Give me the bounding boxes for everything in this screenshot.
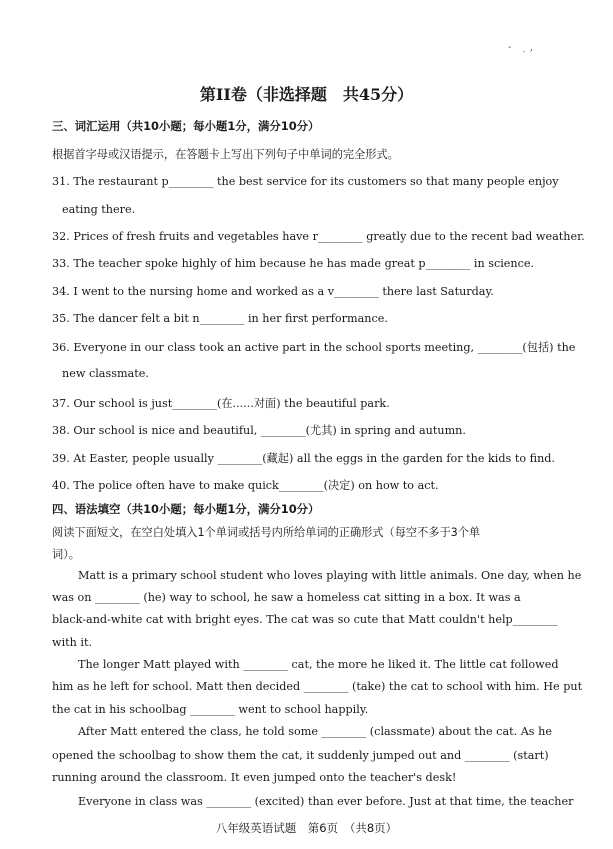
section4-instruction-cont: 词）。: [52, 548, 80, 561]
question-37: 37. Our school is just________(在......对面) the beautiful park.: [52, 397, 390, 410]
passage-line: The longer Matt played with ________ cat, the more he liked it. The little cat followed: [78, 658, 559, 671]
passage-line: the cat in his schoolbag ________ went to school happily.: [52, 703, 369, 716]
question-40: 40. The police often have to make quick________(决定) on how to act.: [52, 479, 439, 492]
section3-heading: 三、词汇运用（共10小题；每小题1分，满分10分）: [52, 119, 320, 133]
section4-instruction: 阅读下面短文，在空白处填入1个单词或括号内所给单词的正确形式（每空不多于3个单: [52, 526, 481, 539]
paper-title: 第II卷（非选择题 共45分）: [199, 85, 414, 104]
question-36: 36. Everyone in our class took an active part in the school sports meeting, ________(包括) the: [52, 341, 576, 354]
section3-instruction: 根据首字母或汉语提示，在答题卡上写出下列句子中单词的完全形式。: [52, 148, 399, 161]
passage-line: Matt is a primary school student who loves playing with little animals. One day, when he: [78, 569, 582, 582]
question-34: 34. I went to the nursing home and worked as a v________ there last Saturday.: [52, 285, 494, 298]
section4-heading: 四、语法填空（共10小题；每小题1分，满分10分）: [52, 502, 320, 516]
passage-line: running around the classroom. It even jumped onto the teacher's desk!: [52, 771, 457, 784]
scan-mark: - ˏ,: [508, 42, 538, 53]
passage-line: black-and-white cat with bright eyes. The cat was so cute that Matt couldn't help________: [52, 613, 558, 626]
passage-line: After Matt entered the class, he told some ________ (classmate) about the cat. As he: [78, 725, 552, 738]
passage-line: Everyone in class was ________ (excited) than ever before. Just at that time, the teacher: [78, 795, 574, 808]
question-36-cont: new classmate.: [62, 367, 149, 380]
page-footer: 八年级英语试题 第6页 （共8页）: [215, 821, 398, 835]
passage-line: opened the schoolbag to show them the cat, it suddenly jumped out and ________ (start): [52, 749, 549, 762]
question-31: 31. The restaurant p________ the best service for its customers so that many people enjoy: [52, 175, 559, 188]
passage-line: with it.: [52, 636, 93, 649]
question-35: 35. The dancer felt a bit n________ in her first performance.: [52, 312, 388, 325]
passage-line: was on ________ (he) way to school, he saw a homeless cat sitting in a box. It was a: [52, 591, 521, 604]
question-31-cont: eating there.: [62, 203, 136, 216]
question-33: 33. The teacher spoke highly of him because he has made great p________ in science.: [52, 257, 535, 270]
question-39: 39. At Easter, people usually ________(藏起) all the eggs in the garden for the kids to find.: [52, 452, 555, 465]
question-38: 38. Our school is nice and beautiful, ________(尤其) in spring and autumn.: [52, 424, 466, 437]
question-32: 32. Prices of fresh fruits and vegetables have r________ greatly due to the recent bad weather.: [52, 230, 585, 243]
passage-line: him as he left for school. Matt then decided ________ (take) the cat to school with him. He put: [52, 680, 583, 693]
